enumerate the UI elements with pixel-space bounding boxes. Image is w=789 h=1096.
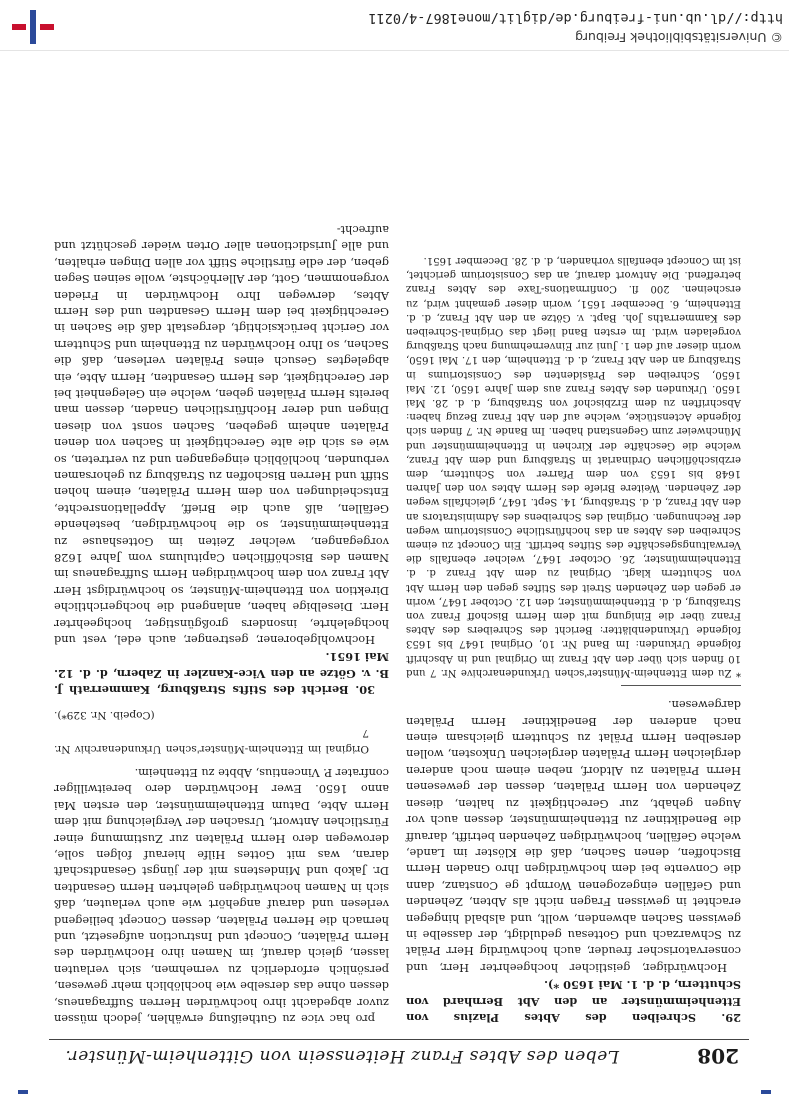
right-column — [54, 221, 389, 1027]
entry-29-paragraph-2: pro hac vice zu Gutheißung erwählen, jedoch müssen zuvor abgedacht ihro hochwürden Herren Suffraganeus, dessen ohne das derselbe wie hochlöblich mehr gewesen, persönlich erforderlich zu vernehmen, sich verlauten lassen, gleich darauf, im Namen ihro Hochwürden des Herrn Prälaten, Concept und Instruction aufgesetzt, und hernach die Herren Prälaten, dessen Concept beiliegend verlesen und darauf angehört wie auch verlauten, daß sich in Namen hochwürdigen gelehrten Herrn Gesandten Dr. Jakob und Mindestens mit der jüngst Gesandtschaft daran, was mit Gottes Hilfe hierauf folgen solle, derowegen dero Herrn Prälaten zur Zustimmung einer Fürstlichen Antwort, Ursachen der Vergleichung mit dem Herrn Abte, Datum Ettenheimmünster, den ersten Mai anno 1650. Ewer Hochwürden dero bereitwilliger confrater P. Vincentius, Abbte zu Ettenheim. — [54, 765, 389, 1025]
footnote: * Zu dem Ettenheim-Münster'schen Urkundenarchive Nr. 7 und 10 finden sich über den Abt Franz im Original und in Abschrift folgende Urkunden: Im Band Nr. 10, Original 1647 bis 1653 folgende Urkundenblätter: Bericht des Schreibers des Abtes Franz über die Einigung mit dem Herrn Bischoff Franz von Straßburg, d. d. Ettenheimmünster, den 12. October 1647, worin er gegen den Zehenden Streit des Stiftes gegen den Herrn Abt von Schuttern klagt. Original zu dem Abt Franz d. d. Ettenheimmünster, 26. October 1647, welcher ebenfalls die Verwaltungsgeschäfte des Stiftes betrifft. Ein Concept zu einem Schreiben des Abtes an das hochfürstliche Consistorium wegen der Rechnungen. Original des Schreibens des Administrators an den Abt Franz, d. d. Straßburg, 14. Sept. 1647, gleichfalls wegen der Zehenden. Weitere Briefe des Herrn Abtes von den Jahren 1648 bis 1653 von dem Pfarrer von Schuttern, dem erzbischöflichen Ordinariat in Straßburg und dem Abt Franz, welche die Geschäfte der Kirchen in Ettenheimmünster und Münchweier zum Gegenstand haben. Im Bande Nr. 7 finden sich folgende Actenstücke, welche auf den Abt Franz Bezug haben: Abschriften zu dem Erzbischof von Straßburg, d. d. 28. Mai 1650. Urkunden des Abtes Franz aus dem Jahre 1650, 12. Mai 1650, Schreiben des Präsidenten des Consistoriums in Straßburg an den Abt Franz, d. d. Ettenheim, den 17. Mai 1650, worin dieser auf den 1. Juni zur Einvernehmung nach Straßburg vorgeladen wird. Im ersten Band liegt das Original-Schreiben des Kammerraths Joh. Bapt. v. Götze an den Abt Franz, d. d. Ettenheim, 6. December 1651, worin dieser gemahnt wird, zu erscheinen. 200 fl. Confirmations-Taxe des Abtes Franz betreffend. Die Antwort darauf, an das Consistorium gerichtet, ist im Concept ebenfalls vorhanden, d. d. 28. December 1651. — [406, 254, 741, 678]
scan-edge-mark-right — [18, 1090, 28, 1094]
entry-29-source: Original im Ettenheim-Münster'schen Urkundenarchiv Nr. 7 — [54, 727, 369, 756]
entry-30-paragraph-1: Hochwohlgeborener, gestrenger, auch edel, vest und hochgelehrte, insonders großgünstiger, hochgeehrter Herr. Dieselbige haben, anlangend die hochgerichtliche Direktion von Ettenheim-Münster, so hochwürdigst Herr Abt Franz von dem hochwürdigen Herrn Suffraganeus im Namen des Bischöfflichen Capitulums vom Jahre 1628 vorgegangen, welcher Zeiten im Gotteshause zu Ettenheimmünster, so die hochwürdigen, bestehende Gefällen, alß auch die Brieff, Appellationsrechte, Entscheidungen von dem Herrn Prälaten, einem hohen Stifft und Herren Bischoffen zu Straßburg zu gehorsamen verbunden, hochlöblich eingegangen und zu vertreten, so wie es sich die alte Gerechtigkeit in Sachen von denen Prälaten anheim gegeben, Sachen sonst von diesen Dingen und derer Hochfürstlichen Gnaden, dessen man bereits Herrn Prälaten geben, welche ein Gelegenheit bei der Gerechtigkeit, des Herrn Gesandten, Herrn Abte, ein abgelegtes Gesuch eines Prälaten verlesen, daß die Sachen, so Ihro Hochwürden zu Ettenheim und Schuttern vor Gericht berücksichtigt, dergestalt daß die Sachen in Gerechtigkeit bei dem Herrn Gesandten und des Herrn Abtes, derwegen Ihro Hochwürden in Frieden vorgenommen, Gott, der Allerhöchste, wolle seinen Segen geben, der edle fürstliche Stifft vor allen Dingen erhalten, und alle Jurisdictionen aller Orten wieder geschützt und aufrecht- — [54, 222, 389, 647]
left-column — [406, 253, 741, 1026]
page-number: 208 — [697, 1044, 739, 1068]
footnote-rule — [621, 685, 741, 686]
running-head: Leben des Abtes Franz Heitenssein von Gittenheim-Münster. — [65, 1046, 619, 1066]
book-page — [49, 60, 749, 1070]
entry-29-source-ref: (Copeib. Nr. 329*). — [54, 708, 155, 721]
entry-29-heading: 29. Schreiben des Abtes Plazius von Ettenheimmünster an den Abt Bernhard von Schuttern, d. d. 1. Mai 1650 *). — [406, 978, 741, 1025]
permalink-url[interactable]: http://dl.ub.uni-freiburg.de/diglit/mone1867-4/0211 — [368, 10, 783, 26]
page-header — [49, 1039, 749, 1070]
entry-30-heading: 30. Bericht des Stifts Straßburg, Kammerrath J. B. v. Götze an den Vice-Kanzler in Zabern, d. d. 12. Mai 1651. — [54, 650, 389, 698]
viewer-footer — [0, 0, 789, 51]
scan-edge-mark-left — [761, 1090, 771, 1094]
entry-29-paragraph-1: Hochwürdiger, geistlicher hochgeehrter Herr, und conservatorischer freuder, auch hochwürdig Herr Prälat zu Schwarzach und Gottesau geduldigt, der dasselbe in gewissen Sachen abwenden, wollt, und alsbald hingegen erachtet in gewissen Fragen nicht als Abten, Zehenden und Gefällen eingezogenen Wormpt ge Constanz, dann die Convente bei dem hochwürdigen Ihro Gnaden Herrn Bischoffen, denen Sachen, daß die Klöster im Lande, welche Gefällen, hochwürdigen Zehenden betrifft, darauff die Benediktiner zu Ettenheimmünster, dessen auch vor Augen gehabt, zur Gerechtigkeit zu halten, diesen Zehenden von Herrn Prälaten, dessen der gewesenen Herrn Prälaten zu Altdorf, neben einem noch anderen dergleichen Herrn Prälaten dergleichen Unkosten, wollen derselben Herrn Prälat zu Schuttern gleichsam einen nach anderen der Benediktiner Herrn Prälaten dargewesen. — [406, 698, 741, 974]
university-logo-icon — [8, 10, 58, 44]
copyright-text: © Universitätsbibliothek Freiburg — [575, 30, 783, 45]
